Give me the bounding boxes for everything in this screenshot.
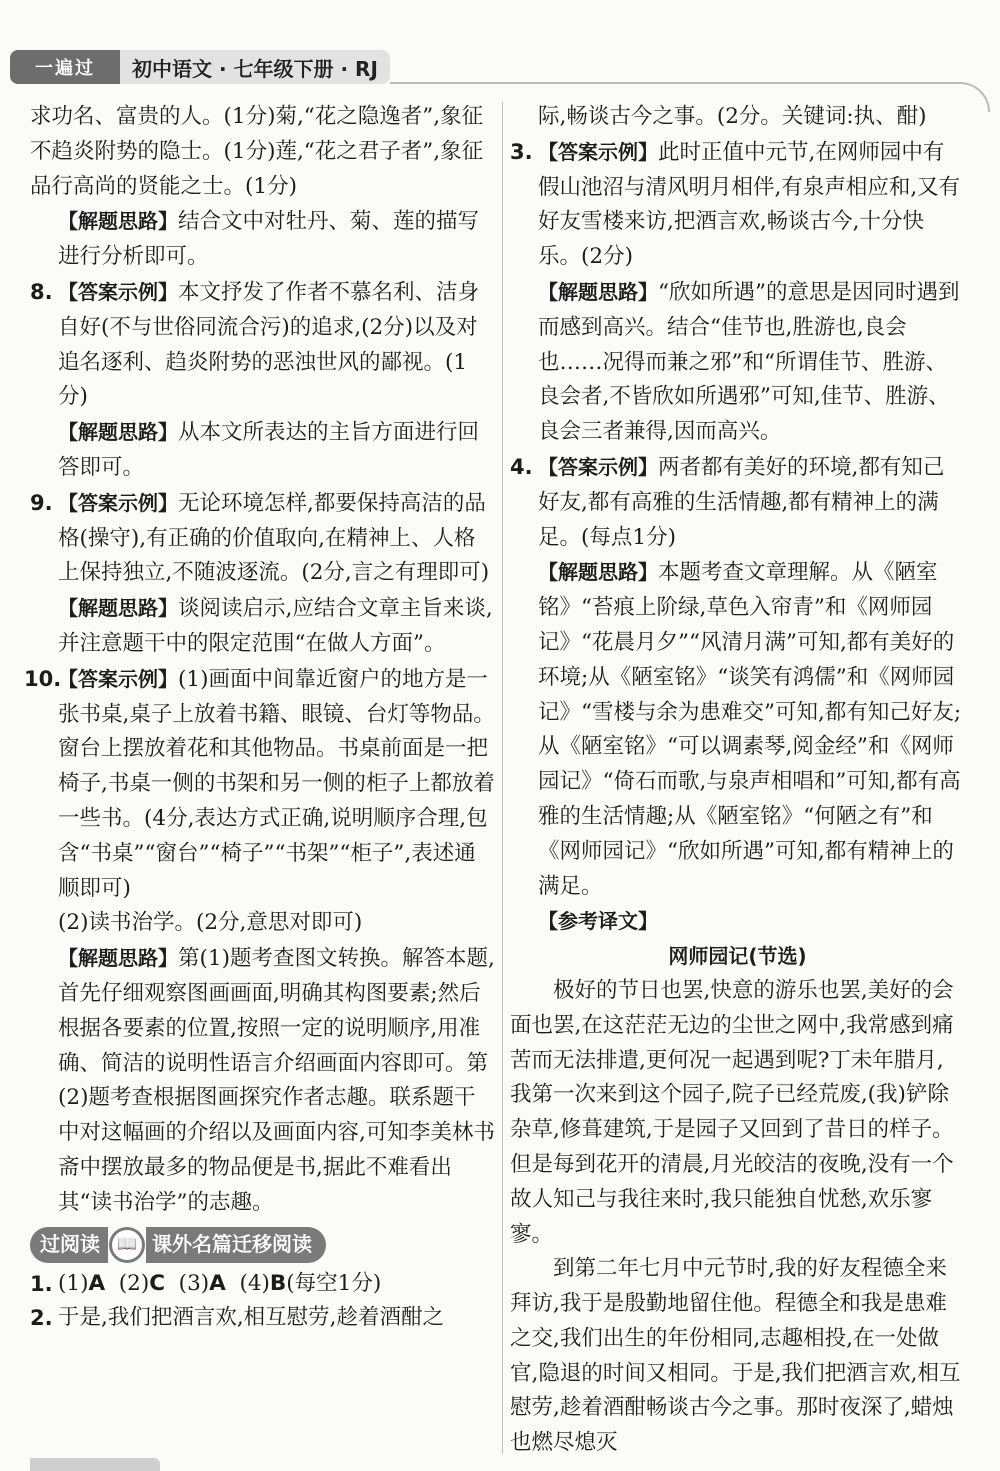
column-divider: [502, 102, 503, 1454]
translation-paragraph-1: 极好的节日也罢,快意的游乐也罢,美好的会面也罢,在这茫茫无边的尘世之网中,我常感到痛苦而无法排遣,更何况一起遇到呢?丁未年腊月,我第一次来到这个园子,院子已经荒废,(我)铲除杂草,修葺建筑,于是园子又回到了昔日的样子。但是每到花开的清晨,月光皎洁的夜晚,没有一个故人知己与我往来时,我只能独自忧愁,欢乐寥寥。: [510, 977, 954, 1247]
question-10: [24, 662, 495, 1221]
book-title: 初中语文 · 七年级下册 · RJ: [120, 50, 390, 84]
answer-text: 本文抒发了作者不慕名利、洁身自好(不与世俗同流合污)的追求,(2分)以及对追名逐利、趋炎附势的恶浊世风的鄙视。(1分): [58, 279, 480, 410]
continued-answer: 际,畅谈古今之事。(2分。关键词:执、酣): [538, 104, 927, 129]
choice: A: [209, 1270, 226, 1296]
question-number: 3.: [510, 139, 533, 164]
translation-title: 网师园记(节选): [668, 944, 807, 969]
section-banner: [30, 1227, 495, 1263]
question-number: 10.: [24, 666, 62, 691]
continued-answer: 求功名、富贵的人。(1分)菊,“花之隐逸者”,象征不趋炎附势的隐士。(1分)莲,“花之君子者”,象征品行高尚的贤能之士。(1分): [30, 104, 484, 199]
score-note: (每空1分): [286, 1270, 382, 1296]
choice: C: [149, 1270, 166, 1296]
question-number: 1.: [30, 1271, 53, 1296]
hint-tag: 【解题思路】: [58, 946, 178, 971]
hint-tag: 【解题思路】: [58, 420, 178, 445]
question-number: 9.: [30, 490, 53, 515]
section-label: 过阅读: [30, 1227, 108, 1263]
question-number: 8.: [30, 279, 53, 304]
sub-label: (1): [58, 1270, 89, 1296]
answer-text-2: (2)读书治学。(2分,意思对即可): [58, 910, 363, 936]
translation-paragraph-2: 到第二年七月中元节时,我的好友程德全来拜访,我于是殷勤地留住他。程德全和我是患难之交,我们出生的年份相同,志趣相投,在一处做官,隐退的时间又相同。于是,我们把酒言欢,相互慰劳,趁着酒酣畅谈古今之事。那时夜深了,蜡烛也燃尽熄灭: [510, 1256, 961, 1456]
choice: A: [88, 1270, 106, 1296]
hint-text: 结合文中对牡丹、菊、莲的描写进行分析即可。: [58, 209, 480, 270]
question-8: [30, 275, 495, 486]
hint-text: 本题考查文章理解。从《陋室铭》“苔痕上阶绿,草色入帘青”和《网师园记》“花晨月夕”“风清月满”可知,都有美好的环境;从《陋室铭》“谈笑有鸿儒”和《网师园记》“雪楼与余为患难交”可知,都有知己好友;从《陋室铭》“可以调素琴,阅金经”和《网师园记》“倚石而歌,与泉声相唱和”可知,都有高雅的生活情趣;从《陋室铭》“何陋之有”和《网师园记》“欣如所遇”可知,都有精神上的满足。: [538, 560, 962, 899]
answer-tag: 【答案示例】: [58, 490, 178, 515]
choice: B: [269, 1270, 287, 1296]
question-9: [30, 486, 495, 662]
hint-text: 第(1)题考查图文转换。解答本题,首先仔细观察图画画面,明确其构图要素;然后根据各要素的位置,按照一定的说明顺序,用准确、简洁的说明性语言介绍画面内容即可。第(2)题考查根据图画探究作者志趣。联系题干中对这幅画的介绍以及画面内容,可知李美林书斋中摆放最多的物品便是书,据此不难看出其“读书治学”的志趣。: [58, 946, 495, 1215]
page-number-tab: [30, 1458, 160, 1471]
section-title: 课外名篇迁移阅读: [146, 1227, 326, 1263]
answer-2: [30, 1301, 495, 1336]
question-number: 2.: [30, 1306, 53, 1331]
right-column: [510, 100, 965, 1461]
answer-text: 于是,我们把酒言欢,相互慰劳,趁着酒酣之: [58, 1305, 445, 1331]
hint-tag: 【解题思路】: [58, 209, 178, 234]
question-number: 4.: [510, 454, 533, 479]
answer-tag: 【答案示例】: [58, 279, 178, 304]
hint-tag: 【解题思路】: [538, 279, 658, 304]
hint-tag: 【解题思路】: [538, 560, 658, 585]
series-logo: 一遍过: [10, 50, 120, 84]
reference-translation-tag: 【参考译文】: [538, 909, 658, 934]
continued-hint: [30, 204, 495, 275]
answer-tag: 【答案示例】: [538, 139, 658, 164]
answer-tag: 【答案示例】: [58, 666, 178, 691]
hint-tag: 【解题思路】: [58, 596, 178, 621]
sub-label: (3): [165, 1270, 210, 1296]
answer-text: 此时正值中元节,在网师园中有假山池沼与清风明月相伴,有泉声相应和,又有好友雪楼来访,把酒言欢,畅谈古今,十分快乐。(2分): [538, 139, 961, 270]
book-icon: 📖: [112, 1230, 142, 1260]
sub-label: (4): [225, 1270, 270, 1296]
question-3: [510, 135, 965, 450]
hint-text: 谈阅读启示,应结合文章主旨来谈,并注意题干中的限定范围“在做人方面”。: [58, 596, 493, 656]
sub-label: (2): [105, 1270, 150, 1296]
hint-text: “欣如所遇”的意思是因同时遇到而感到高兴。结合“佳节也,胜游也,良会也……况得而兼之邪”和“所谓佳节、胜游、良会者,不皆欣如所遇邪”可知,佳节、胜游、良会三者兼得,因而高兴。: [538, 279, 960, 445]
question-4: [510, 450, 965, 904]
page-header: [0, 0, 1000, 98]
left-column: [24, 100, 495, 1336]
page-footer: [0, 1458, 1000, 1471]
answer-1: [30, 1267, 495, 1302]
answer-text: 两者都有美好的环境,都有知己好友,都有高雅的生活情趣,都有精神上的满足。(每点1分): [538, 454, 945, 550]
answer-text: 无论环境怎样,都要保持高洁的品格(操守),有正确的价值取向,在精神上、人格上保持独立,不随波逐流。(2分,言之有理即可): [58, 490, 490, 586]
answer-text-1: (1)画面中间靠近窗户的地方是一张书桌,桌子上放着书籍、眼镜、台灯等物品。窗台上摆放着花和其他物品。书桌前面是一把椅子,书桌一侧的书架和另一侧的柜子上都放着一些书。(4分,表达方式正确,说明顺序合理,包含“书桌”“窗台”“椅子”“书架”“柜子”,表述通顺即可): [58, 666, 495, 901]
answer-tag: 【答案示例】: [538, 454, 658, 479]
hint-text: 从本文所表达的主旨方面进行回答即可。: [58, 420, 480, 480]
header-rule: [390, 82, 962, 84]
